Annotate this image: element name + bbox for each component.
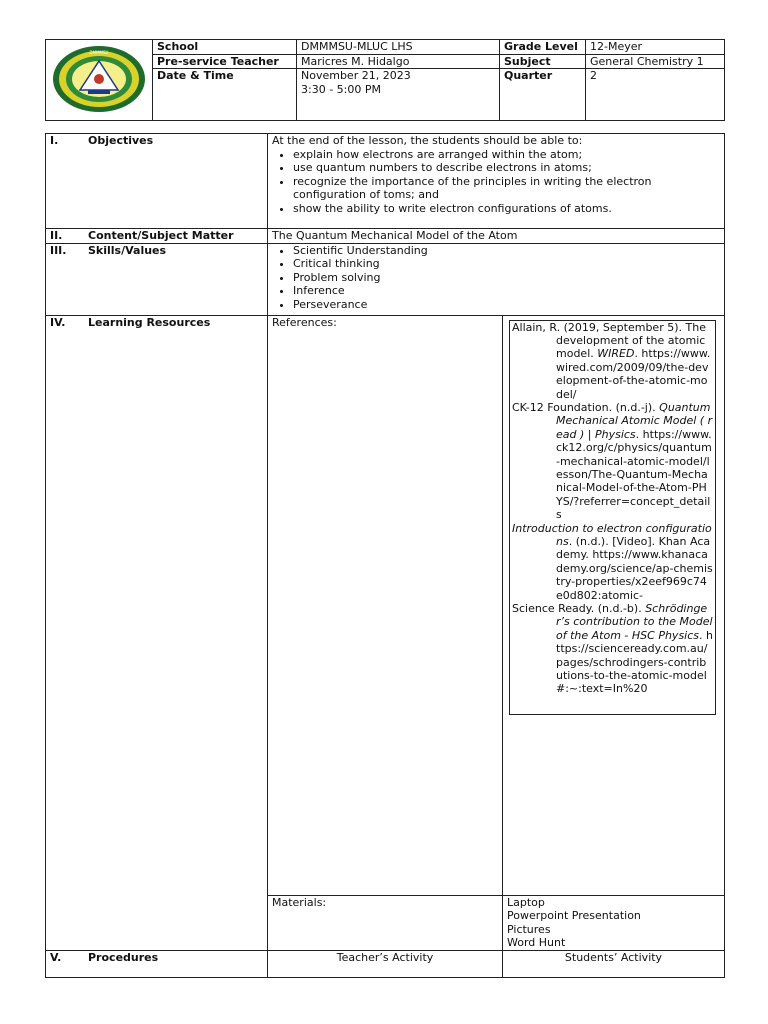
objectives-content (268, 134, 725, 229)
references-label: References: (268, 315, 503, 895)
content-num: II. (50, 229, 63, 242)
skills-heading (46, 243, 268, 315)
content-value: The Quantum Mechanical Model of the Atom (268, 229, 725, 244)
teacher-label: Pre-service Teacher (153, 54, 297, 69)
skills-row (46, 243, 725, 315)
skill-item: • Problem solving (293, 271, 720, 285)
objectives-row (46, 134, 725, 229)
material-item: Powerpoint Presentation (507, 909, 641, 922)
objectives-list (272, 148, 720, 216)
procedures-row (46, 950, 725, 977)
logo-cell (46, 40, 153, 121)
school-seal-logo (46, 40, 152, 117)
resources-row (46, 315, 725, 895)
grade-label: Grade Level (500, 40, 586, 55)
skill-item: • Scientific Understanding (293, 244, 720, 258)
skills-list (272, 244, 720, 312)
time-value: 3:30 - 5:00 PM (301, 82, 381, 96)
objectives-intro: At the end of the lesson, the students should be able to: (272, 134, 583, 147)
header-table (45, 39, 725, 121)
material-item: Pictures (507, 922, 551, 936)
resources-heading (46, 315, 268, 950)
grade-value: 12-Meyer (586, 40, 725, 55)
reference-entry: Introduction to electron configurations. (n.d.). [Video]. Khan Academy. https://www.khanacademy.org/science/ap-chemistry-properties/x2eef969c74e0d802:atomic- (512, 521, 713, 602)
content-row (46, 229, 725, 244)
objective-item: • show the ability to write electron configurations of atoms. (293, 202, 720, 216)
students-activity-header: Students’ Activity (503, 950, 725, 977)
objectives-heading (46, 134, 268, 229)
date-time-value (297, 69, 500, 121)
procedures-num: V. (50, 950, 62, 964)
content-heading (46, 229, 268, 244)
procedures-label: Procedures (88, 950, 159, 964)
resources-label: Learning Resources (88, 315, 211, 329)
school-value: DMMMSU-MLUC LHS (297, 40, 500, 55)
skill-item: • Perseverance (293, 298, 720, 312)
school-label: School (153, 40, 297, 55)
quarter-label: Quarter (500, 69, 586, 121)
objectives-num: I. (50, 134, 59, 147)
material-item: Word Hunt (507, 936, 566, 949)
procedures-heading (46, 950, 268, 977)
teacher-value: Maricres M. Hidalgo (297, 54, 500, 69)
skills-num: III. (50, 243, 67, 257)
objective-item: • use quantum numbers to describe electrons in atoms; (293, 161, 720, 175)
materials-list (503, 895, 725, 950)
reference-entry: Allain, R. (2019, September 5). The development of the atomic model. WIRED. https://www.wired.com/2009/09/the-development-of-the-atomic-model/ (512, 320, 711, 401)
date-value: November 21, 2023 (301, 69, 411, 82)
date-label: Date & Time (153, 69, 297, 121)
reference-entry: CK-12 Foundation. (n.d.-j). Quantum Mechanical Atomic Model ( read ) | Physics. https://www.ck12.org/c/physics/quantum-mechanical-atomic-model/lesson/The-Quantum-Mechanical-Model-of-the-Atom-PHYS/?referrer=concept_details (512, 400, 713, 522)
subject-label: Subject (500, 54, 586, 69)
references-cell (503, 315, 725, 895)
material-item: Laptop (507, 895, 545, 909)
objective-item: • explain how electrons are arranged within the atom; (293, 148, 720, 162)
lesson-plan-table (45, 133, 725, 978)
objectives-label: Objectives (88, 134, 154, 147)
objective-item: • recognize the importance of the principles in writing the electron configuration of toms; and (293, 175, 720, 202)
teacher-activity-header: Teacher’s Activity (268, 950, 503, 977)
reference-entry: Science Ready. (n.d.-b). Schrödinger’s contribution to the Model of the Atom - HSC Physics. https://scienceready.com.au/pages/schrodingers-contributions-to-the-atomic-model#:~:text=In%20 (512, 602, 713, 696)
skill-item: • Critical thinking (293, 257, 720, 271)
references-box (509, 320, 716, 715)
resources-num: IV. (50, 315, 66, 329)
svg-text:DMMMSU: DMMMSU (89, 50, 109, 55)
materials-label: Materials: (268, 895, 503, 950)
skill-item: • Inference (293, 284, 720, 298)
content-label: Content/Subject Matter (88, 229, 234, 242)
skills-label: Skills/Values (88, 243, 167, 257)
subject-value: General Chemistry 1 (586, 54, 725, 69)
skills-content (268, 243, 725, 315)
quarter-value: 2 (586, 69, 725, 121)
